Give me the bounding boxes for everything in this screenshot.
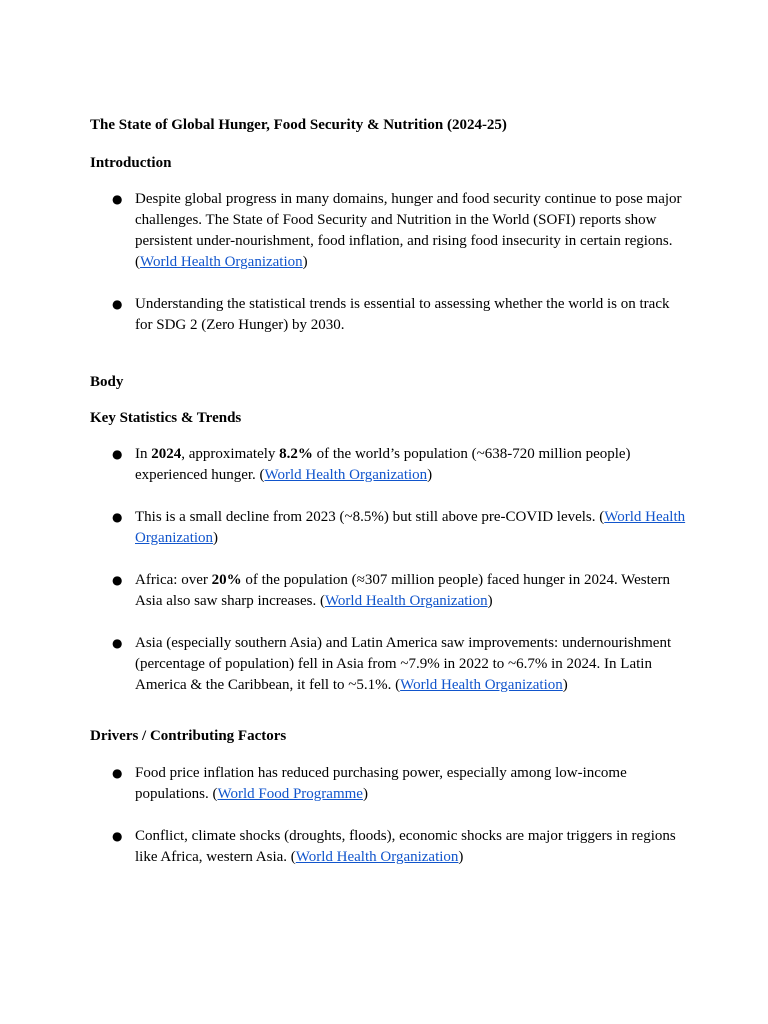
source-link[interactable]: World Health Organization (140, 254, 303, 270)
list-item (90, 444, 690, 486)
bullet-text-end: ) (562, 677, 568, 693)
bullet-text-end: ) (362, 786, 368, 802)
list-item (90, 763, 690, 805)
list-item (90, 294, 690, 336)
bullet-text: Food price inflation has reduced purchasing power, especially among low-income populations. ( (135, 765, 627, 802)
bullet-text-end: ) (427, 467, 433, 483)
source-link[interactable]: World Health Organization (400, 677, 563, 693)
bullet-text-end: ) (487, 593, 493, 609)
bullet-text: This is a small decline from 2023 (~8.5%) but still above pre-COVID levels. ( (135, 509, 605, 525)
bullet-text: Africa: over (135, 572, 212, 588)
list-item (90, 570, 690, 612)
document-title: The State of Global Hunger, Food Security & Nutrition (2024-25) (90, 117, 507, 133)
list-item (90, 633, 690, 696)
source-link[interactable]: World Food Programme (217, 786, 363, 802)
source-link[interactable]: World Health Organization (295, 849, 459, 865)
bullet-text-end: ) (458, 849, 464, 865)
bullet-text: Despite global progress in many domains, hunger and food security continue to pose major challenges. The State of Food Security and Nutrition in the World (SOFI) reports show persistent under-nourishment, food inflation, and rising food insecurity in certain regions. ( (135, 191, 682, 270)
bullet-text-end: ) (213, 530, 219, 546)
percentage-bold: 20% (211, 572, 242, 588)
bullet-text: of the population (≈307 million people) faced hunger in 2024. Western Asia also saw sharp increases. ( (135, 572, 670, 609)
source-link[interactable]: World Health Organization (135, 509, 686, 546)
year-bold: 2024 (151, 446, 182, 462)
bullet-text: , approximately (181, 446, 280, 462)
bullet-text: In (135, 446, 152, 462)
bullet-text: Understanding the statistical trends is essential to assessing whether the world is on track for SDG 2 (Zero Hunger) by 2030. (135, 296, 670, 333)
percentage-bold: 8.2% (279, 446, 313, 462)
body-heading: Body (90, 374, 124, 390)
list-item (90, 507, 690, 549)
key-statistics-heading: Key Statistics & Trends (90, 410, 242, 426)
bullet-text: of the world’s population (~638-720 million people) experienced hunger. ( (135, 446, 631, 483)
introduction-list (90, 189, 690, 336)
source-link[interactable]: World Health Organization (264, 467, 428, 483)
list-item (90, 826, 690, 868)
drivers-list (90, 763, 690, 868)
drivers-heading: Drivers / Contributing Factors (90, 728, 287, 744)
bullet-text: Asia (especially southern Asia) and Latin America saw improvements: undernourishment (percentage of population) fell in Asia from ~7.9% in 2022 to ~6.7% in 2024. In Latin America & the Caribbean, it fell to ~5.1%. ( (135, 635, 672, 693)
source-link[interactable]: World Health Organization (324, 593, 488, 609)
key-statistics-list (90, 444, 690, 696)
list-item (90, 189, 690, 273)
bullet-text-end: ) (302, 254, 308, 270)
introduction-heading: Introduction (90, 155, 172, 171)
bullet-text: Conflict, climate shocks (droughts, floods), economic shocks are major triggers in regions like Africa, western Asia. ( (135, 828, 676, 865)
